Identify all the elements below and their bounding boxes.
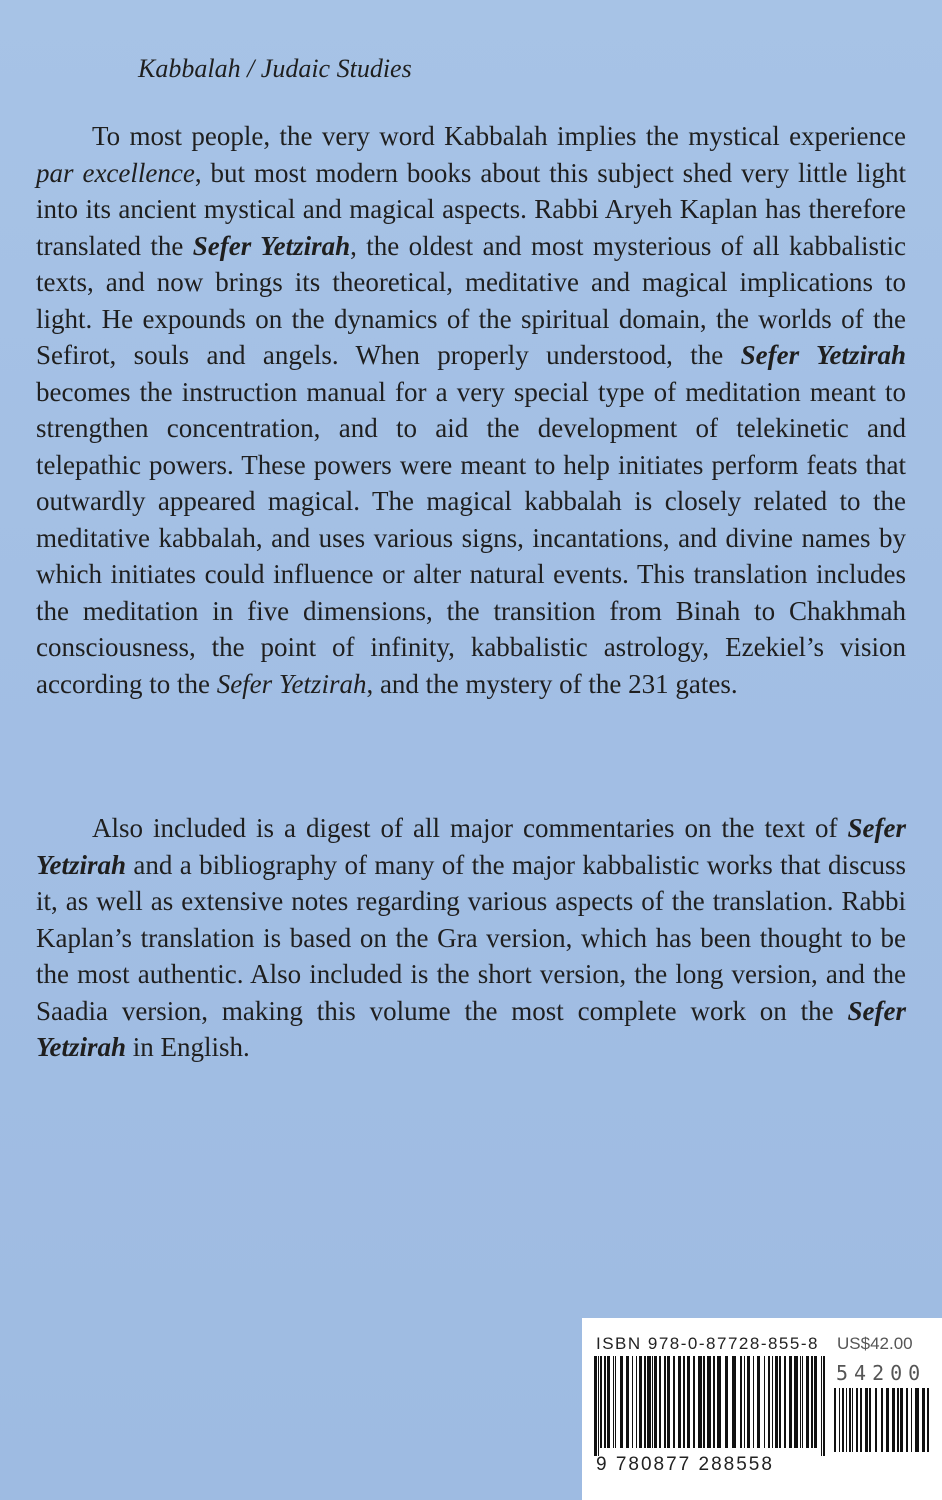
italic-phrase: par excellence: [36, 157, 195, 188]
barcode-bar: [856, 1388, 858, 1452]
barcode-bar: [607, 1356, 610, 1448]
text-run: and a bibliography of many of the major kabbalistic works that discuss it, as well as extensive notes regarding various aspects of the translation. Rabbi Kaplan’s translation is based on the Gra version, which has been thought to be the most authentic. Also included is the short version, the long version, and the Saadia version, making this volume the most complete work on the: [36, 849, 906, 1026]
text-run: becomes the instruction manual for a very special type of meditation meant to strengthen concentration, and to aid the development of telekinetic and telepathic powers. These powers were meant to help initiates perform feats that outwardly appeared magical. The magical kabbalah is closely related to the meditative kabbalah, and uses various signs, incantations, and divine names by which initiates could influence or alter natural events. This translation includes the meditation in five dimensions, the transition from Binah to Chakhmah consciousness, the point of infinity, kabbalistic astrology, Ezekiel’s vision according to the: [36, 376, 906, 699]
barcode-bar: [713, 1356, 715, 1448]
italic-phrase: Sefer Yetzirah: [216, 668, 367, 699]
barcode-bar: [613, 1356, 614, 1448]
barcode-bar: [673, 1356, 675, 1448]
barcode-bar: [875, 1388, 877, 1452]
isbn-number: ISBN 978-0-87728-855-8: [596, 1334, 819, 1353]
text-run: To most people, the very word Kabbalah implies the mystical experience: [92, 121, 906, 151]
barcode-bar: [654, 1356, 657, 1448]
barcode-bar: [636, 1356, 637, 1448]
text-run: , but most modern books about this subject shed very little light into its ancient mystical and magical aspects. Rabbi Aryeh Kaplan has therefore translated the: [36, 157, 906, 261]
barcode-bar: [725, 1356, 728, 1448]
barcode-bar: [842, 1388, 844, 1452]
price-addon-code: 54200: [836, 1361, 927, 1385]
barcode-bar: [814, 1356, 817, 1448]
barcode-bar: [800, 1356, 801, 1448]
barcode-bar: [775, 1356, 778, 1448]
category-label: Kabbalah / Judaic Studies: [138, 54, 412, 83]
price-label: US$42.00: [837, 1334, 913, 1353]
barcode-bar: [744, 1356, 745, 1448]
isbn-barcode-block: [582, 1318, 942, 1500]
barcode-bar: [698, 1356, 702, 1448]
barcode-bar: [784, 1356, 786, 1448]
barcode-bar: [806, 1356, 809, 1448]
barcode-bar: [860, 1388, 862, 1452]
barcode-bar: [664, 1356, 666, 1448]
barcode-bar: [639, 1356, 642, 1448]
book-title-bold-italic: Sefer Yetzirah: [740, 340, 906, 370]
barcode-bar: [779, 1356, 781, 1448]
barcode-bar: [615, 1356, 616, 1448]
barcode-bar: [683, 1356, 685, 1448]
price-addon-barcode-bars: [834, 1388, 932, 1452]
barcode-digits: 9 780877 288558: [596, 1454, 774, 1475]
text-run: , and the mystery of the 231 gates.: [366, 668, 738, 699]
barcode-bar: [802, 1356, 803, 1448]
barcode-bar: [717, 1356, 721, 1448]
barcode-bar: [892, 1388, 895, 1452]
barcode-bar: [707, 1356, 711, 1448]
barcode-bar: [927, 1388, 929, 1452]
barcode-bar: [922, 1388, 925, 1452]
barcode-bar: [693, 1356, 695, 1448]
text-run: Also included is a digest of all major commentaries on the text of: [92, 813, 848, 843]
barcode-bar: [897, 1388, 899, 1452]
barcode-bar: [768, 1356, 770, 1448]
barcode-bar: [620, 1356, 623, 1448]
text-run: in English.: [126, 1032, 250, 1062]
barcode-bar: [881, 1388, 883, 1452]
barcode-bar: [911, 1388, 912, 1452]
barcode-bar: [789, 1356, 792, 1448]
barcode-bar: [626, 1356, 629, 1448]
barcode-bar: [906, 1388, 908, 1452]
barcode-bar: [598, 1356, 599, 1456]
book-title-bold-italic: Sefer Yetzirah: [36, 995, 906, 1062]
barcode-bar: [849, 1388, 851, 1452]
barcode-bar: [747, 1356, 750, 1448]
barcode-bar: [886, 1388, 889, 1452]
barcode-bar: [764, 1356, 765, 1448]
barcode-bar: [652, 1356, 653, 1448]
barcode-bar: [869, 1388, 871, 1452]
barcode-bar: [757, 1356, 760, 1448]
barcode-bar: [659, 1356, 661, 1448]
barcode-bar: [915, 1388, 919, 1452]
barcode-bar: [821, 1356, 822, 1456]
description-paragraph-1: [36, 118, 906, 702]
barcode-bar: [703, 1356, 705, 1448]
barcode-bar: [632, 1356, 633, 1448]
barcode-bar: [644, 1356, 646, 1448]
barcode-bar: [839, 1388, 840, 1452]
ean13-barcode-bars: [594, 1356, 826, 1456]
barcode-bar: [753, 1356, 754, 1448]
barcode-bar: [846, 1388, 847, 1452]
barcode-bar: [687, 1356, 690, 1448]
barcode-bar: [647, 1356, 651, 1448]
barcode-bar: [811, 1356, 813, 1448]
description-paragraph-2: [36, 810, 906, 1066]
barcode-bar: [823, 1356, 825, 1456]
book-title-bold-italic: Sefer Yetzirah: [192, 230, 351, 261]
barcode-bar: [834, 1388, 836, 1452]
barcode-bar: [604, 1356, 606, 1448]
barcode-bar: [865, 1388, 868, 1452]
barcode-bar: [852, 1388, 853, 1452]
barcode-bar: [732, 1356, 736, 1448]
barcode-bar: [740, 1356, 742, 1448]
barcode-bar: [794, 1356, 798, 1448]
book-title-bold-italic: Sefer Yetzirah: [36, 813, 906, 880]
text-run: , the oldest and most mysterious of all kabbalistic texts, and now brings its theoretical, meditative and magical implications to light. He expounds on the dynamics of the spiritual domain, the worlds of the Sefirot, souls and angels. When properly understood, the: [36, 230, 906, 370]
barcode-bar: [678, 1356, 681, 1448]
barcode-bar: [600, 1356, 602, 1448]
barcode-bar: [594, 1356, 597, 1456]
barcode-bar: [772, 1356, 773, 1448]
barcode-bar: [900, 1388, 903, 1452]
barcode-bar: [667, 1356, 670, 1448]
